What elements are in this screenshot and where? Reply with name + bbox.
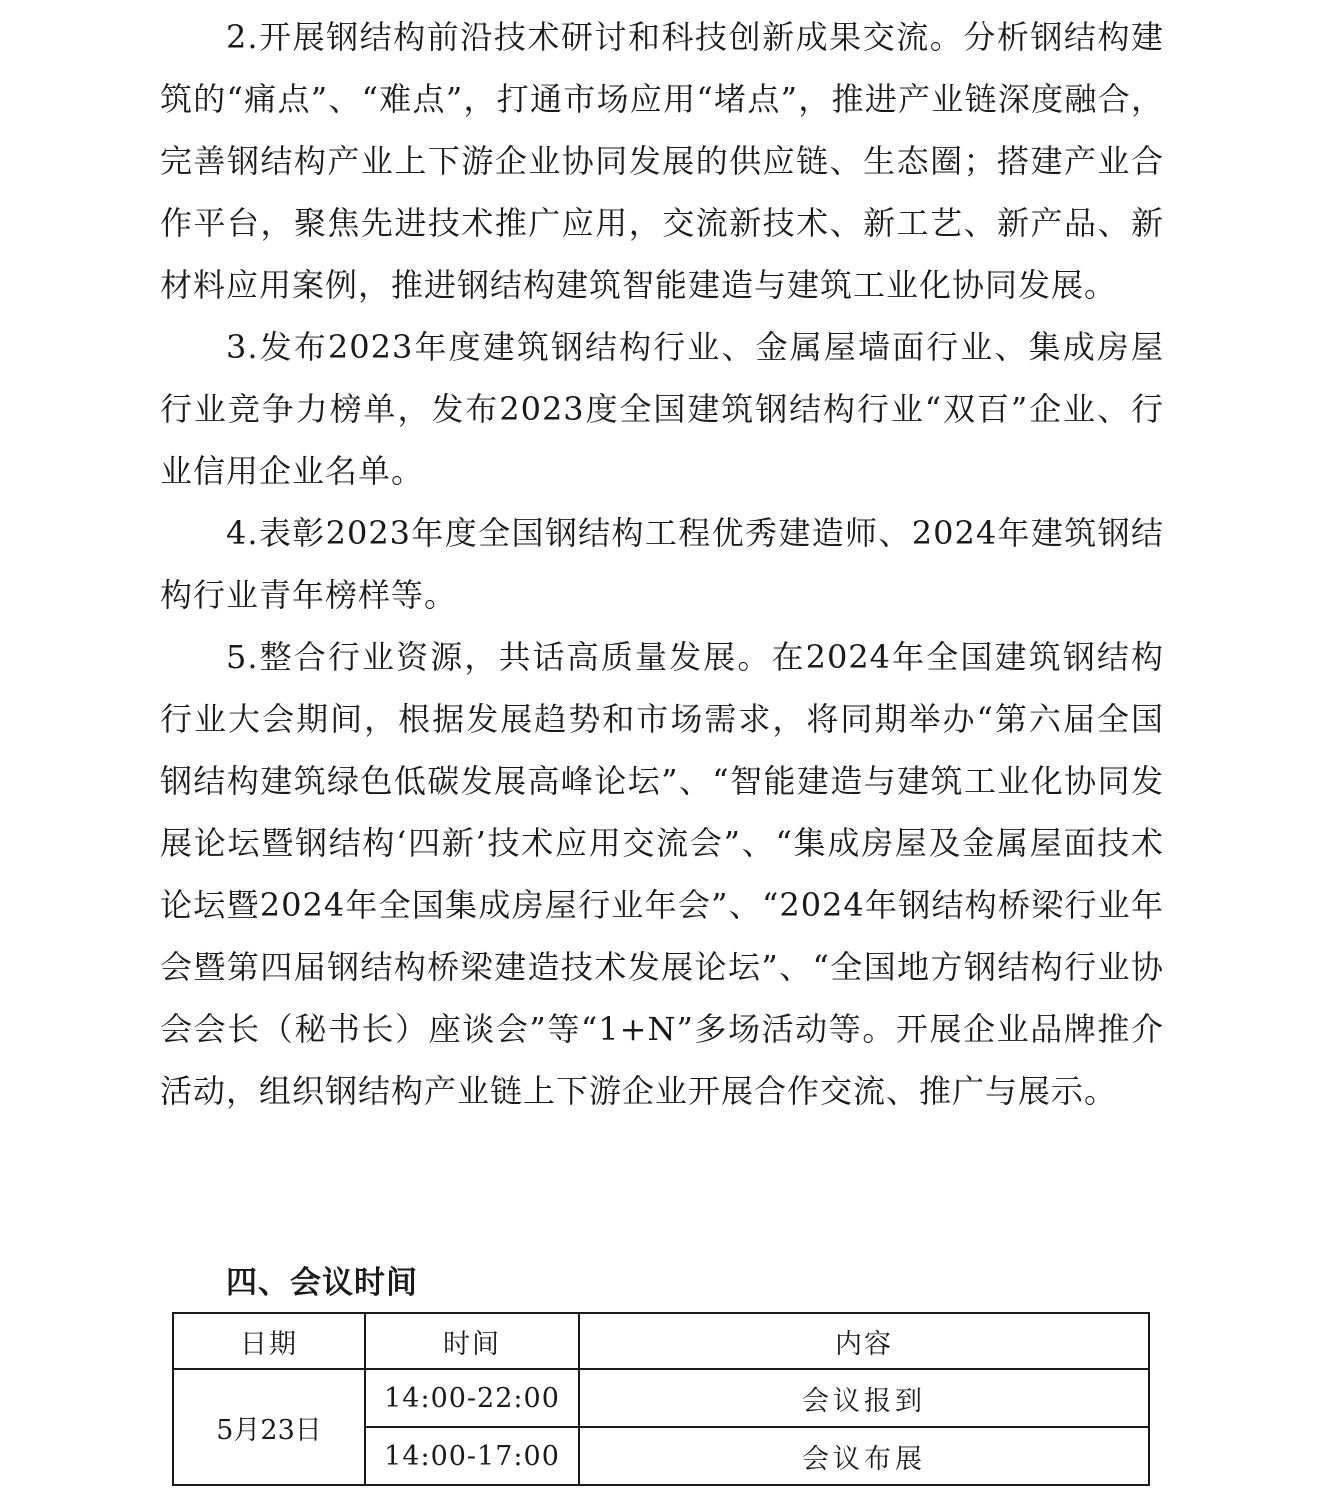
meeting-schedule-table xyxy=(172,1312,1150,1486)
content-cell: 会议布展 xyxy=(579,1427,1149,1485)
paragraph-item-4: 4.表彰2023年度全国钢结构工程优秀建造师、2024年建筑钢结构行业青年榜样等。 xyxy=(160,514,1164,614)
paragraph-item-2: 2.开展钢结构前沿技术研讨和科技创新成果交流。分析钢结构建筑的“痛点”、“难点”，打通市场应用“堵点”，推进产业链深度融合，完善钢结构产业上下游企业协同发展的供应链、生态圈；搭建产业合作平台，聚焦先进技术推广应用，交流新技术、新工艺、新产品、新材料应用案例，推进钢结构建筑智能建造与建筑工业化协同发展。 xyxy=(160,18,1164,304)
document-body xyxy=(160,6,1164,1122)
paragraph-item-5: 5.整合行业资源，共话高质量发展。在2024年全国建筑钢结构行业大会期间，根据发展趋势和市场需求，将同期举办“第六届全国钢结构建筑绿色低碳发展高峰论坛”、“智能建造与建筑工业化协同发展论坛暨钢结构‘四新’技术应用交流会”、“集成房屋及金属屋面技术论坛暨2024年全国集成房屋行业年会”、“2024年钢结构桥梁行业年会暨第四届钢结构桥梁建造技术发展论坛”、“全国地方钢结构行业协会会长（秘书长）座谈会”等“1+N”多场活动等。开展企业品牌推介活动，组织钢结构产业链上下游企业开展合作交流、推广与展示。 xyxy=(160,638,1164,1110)
table-header-row xyxy=(173,1313,1149,1369)
section-heading-meeting-time: 四、会议时间 xyxy=(226,1265,418,1301)
paragraph-item-3: 3.发布2023年度建筑钢结构行业、金属屋墙面行业、集成房屋行业竞争力榜单，发布2023度全国建筑钢结构行业“双百”企业、行业信用企业名单。 xyxy=(160,328,1164,490)
date-cell: 5月23日 xyxy=(173,1369,365,1485)
header-time: 时间 xyxy=(365,1313,579,1369)
header-date: 日期 xyxy=(173,1313,365,1369)
time-cell: 14:00-22:00 xyxy=(365,1369,579,1427)
time-cell: 14:00-17:00 xyxy=(365,1427,579,1485)
header-content: 内容 xyxy=(579,1313,1149,1369)
content-cell: 会议报到 xyxy=(579,1369,1149,1427)
table-row xyxy=(173,1369,1149,1427)
